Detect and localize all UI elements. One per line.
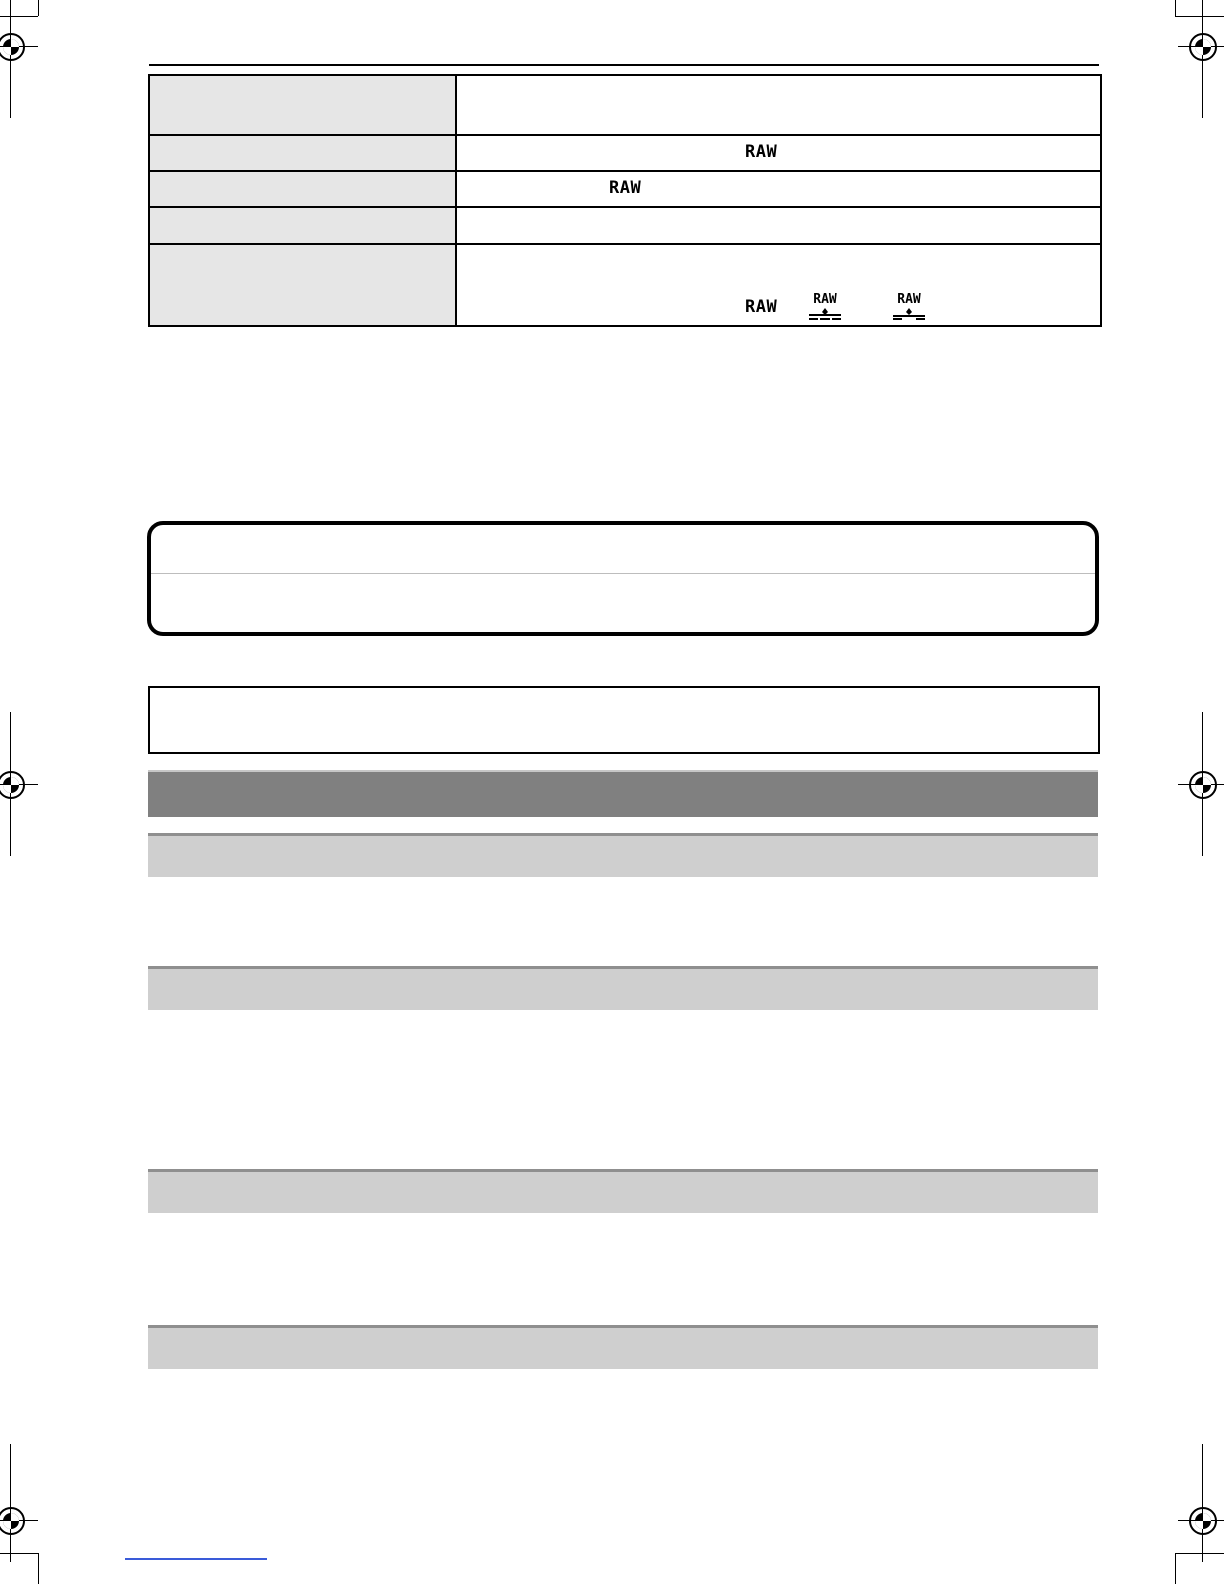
- registration-mark-icon: [1183, 1501, 1223, 1541]
- registration-mark-icon: [0, 27, 31, 67]
- registration-mark-icon: [1183, 27, 1223, 67]
- row-value: [456, 75, 1101, 135]
- note-divider: [151, 573, 1095, 574]
- raw-fine-label: RAW: [813, 292, 837, 307]
- subsection-heading-bar: [148, 966, 1098, 1010]
- raw-fine-icon: [807, 293, 843, 321]
- table-row: [149, 171, 1101, 207]
- table-row: [149, 207, 1101, 244]
- row-label: [149, 207, 456, 244]
- table-row: [149, 244, 1101, 326]
- raw-standard-label: RAW: [897, 292, 921, 307]
- footer-link[interactable]: [125, 1558, 267, 1560]
- row-value: [456, 244, 1101, 326]
- raw-icon: RAW: [745, 297, 778, 317]
- subsection-heading-bar: [148, 1325, 1098, 1369]
- row-value: [456, 171, 1101, 207]
- header-rule: [149, 64, 1099, 66]
- raw-icon: RAW: [609, 178, 642, 198]
- row-value: [456, 207, 1101, 244]
- row-label: [149, 135, 456, 171]
- subsection-heading-bar: [148, 1169, 1098, 1213]
- table-row: [149, 75, 1101, 135]
- registration-mark-icon: [0, 765, 31, 805]
- raw-icon: RAW: [745, 142, 778, 162]
- table-row: [149, 135, 1101, 171]
- note-box: [147, 521, 1099, 636]
- spec-table: [148, 74, 1102, 327]
- row-label: [149, 244, 456, 326]
- quality-standard-icon: [893, 307, 925, 321]
- registration-mark-icon: [1183, 765, 1223, 805]
- registration-mark-icon: [0, 1501, 31, 1541]
- section-heading-bar: [148, 770, 1098, 817]
- subsection-heading-bar: [148, 833, 1098, 877]
- info-box: [148, 686, 1100, 754]
- row-label: [149, 171, 456, 207]
- quality-fine-icon: [809, 307, 841, 321]
- row-value: [456, 135, 1101, 171]
- raw-standard-icon: [891, 293, 927, 321]
- row-label: [149, 75, 456, 135]
